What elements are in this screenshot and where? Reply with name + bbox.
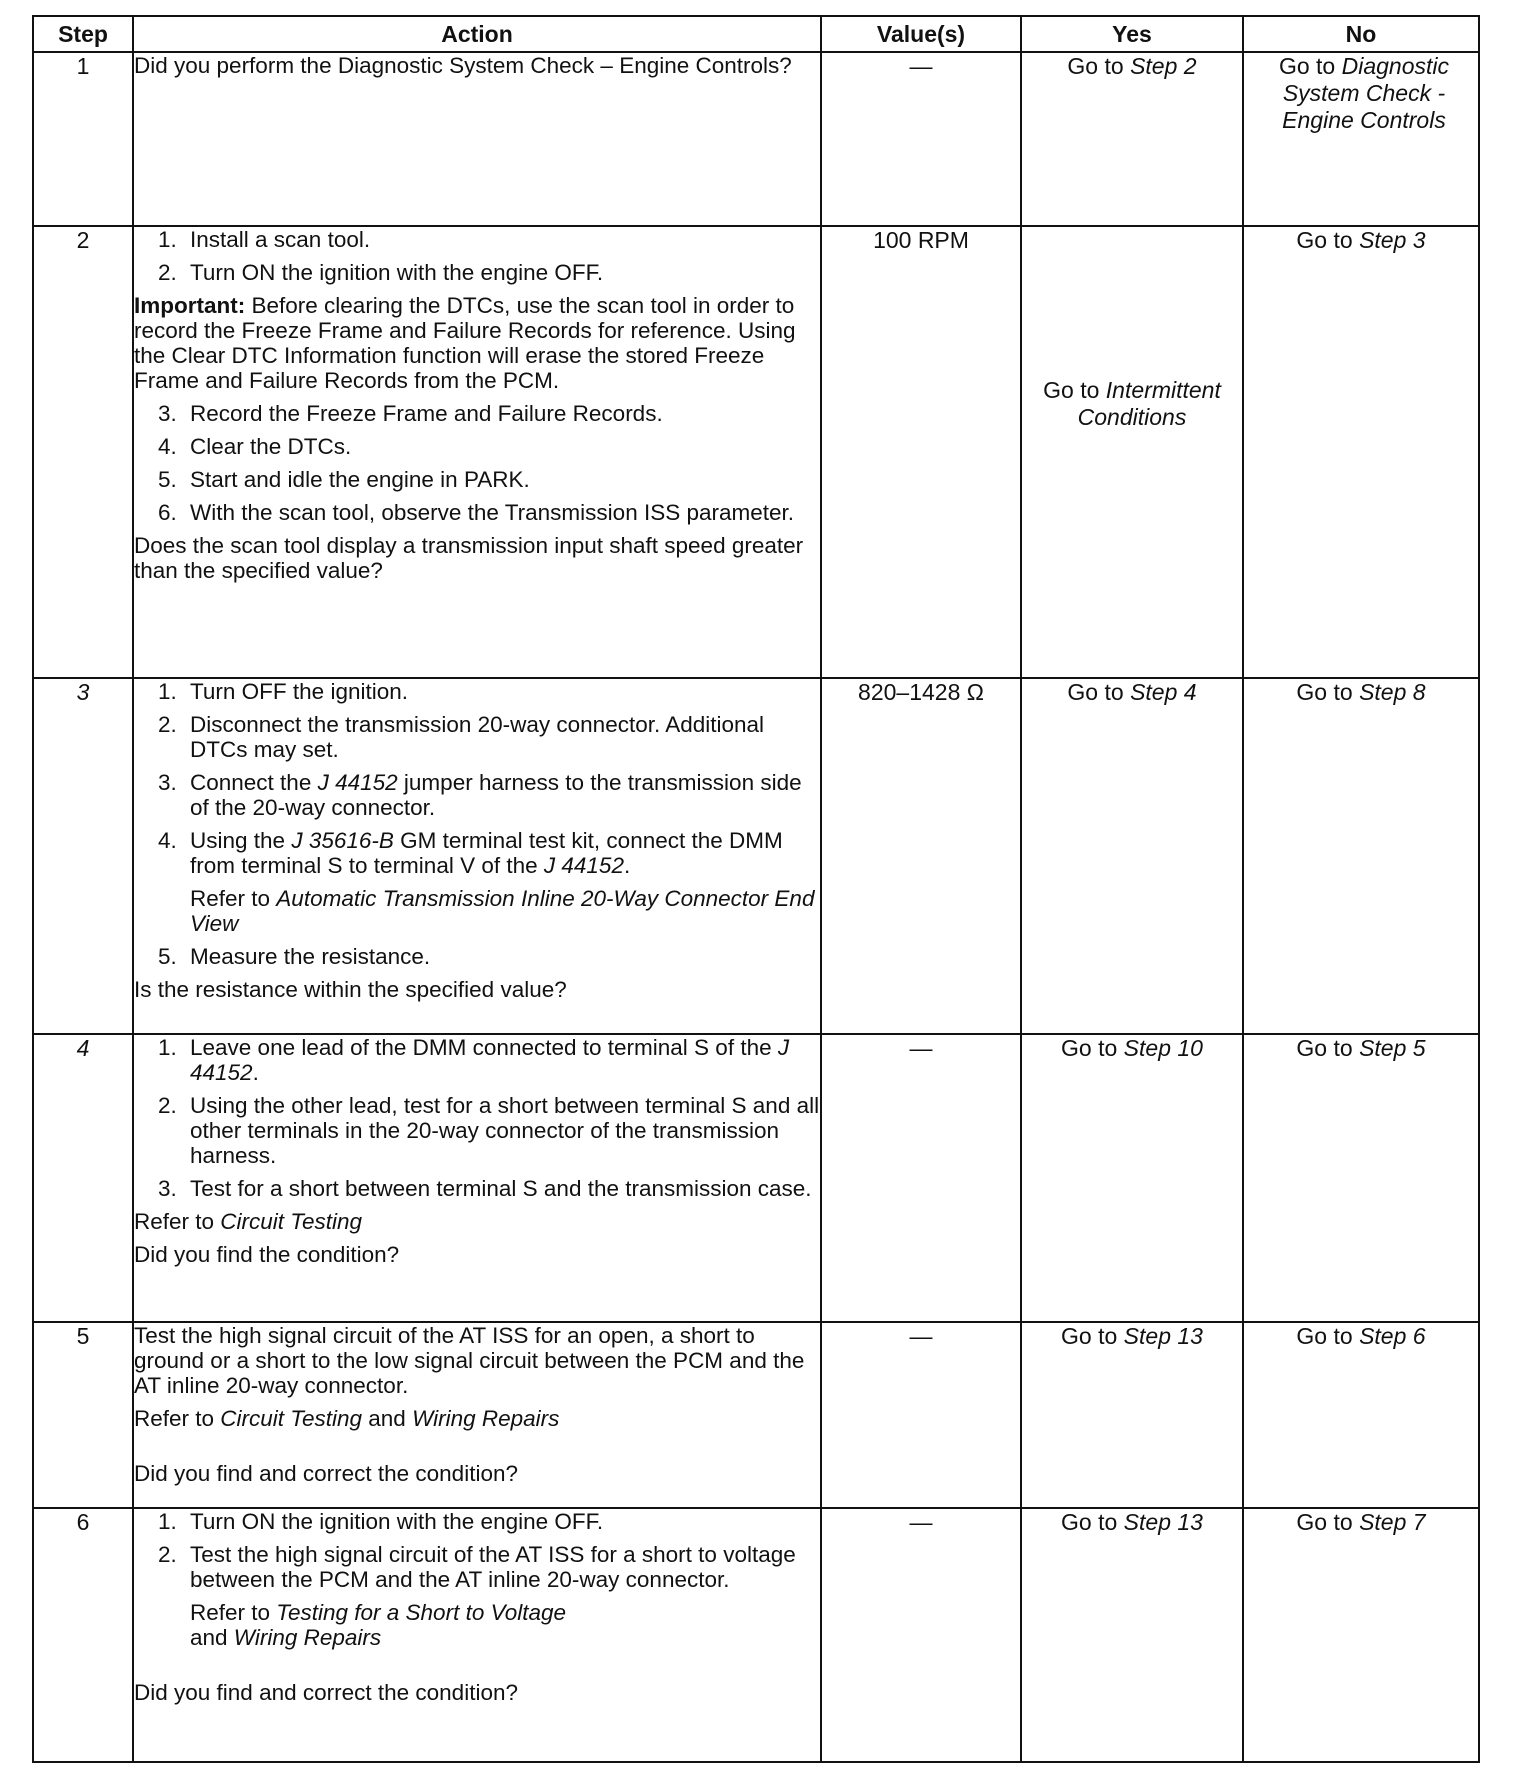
list-item: 2. Turn ON the ignition with the engine OFF. <box>158 260 604 285</box>
action-question: Is the resistance within the specified value? <box>134 977 567 1002</box>
important-note: Important: Before clearing the DTCs, use the scan tool in order to record the Freeze Frame and Failure Records for reference. Using the Clear DTC Information function will erase the stored Freeze Frame and Failure Records from the PCM. <box>134 293 796 393</box>
action-cell <box>133 678 821 1034</box>
yes-link[interactable]: Step 2 <box>1130 53 1197 79</box>
value-cell: 820–1428 Ω <box>821 678 1021 1034</box>
header-no: No <box>1243 16 1479 52</box>
reference-link[interactable]: Wiring Repairs <box>412 1406 560 1431</box>
reference-note: Refer to Testing for a Short to Voltage and Wiring Repairs <box>190 1600 567 1650</box>
no-cell: Go to Step 3 <box>1243 226 1479 678</box>
yes-link[interactable]: Step 13 <box>1123 1323 1203 1349</box>
step-number: 2 <box>33 226 133 678</box>
reference-link[interactable]: Wiring Repairs <box>233 1625 382 1650</box>
header-values: Value(s) <box>821 16 1021 52</box>
no-link[interactable]: Step 6 <box>1359 1323 1426 1349</box>
no-link[interactable]: Step 7 <box>1359 1509 1426 1535</box>
header-row <box>33 16 1479 52</box>
reference-note: Refer to Circuit Testing <box>134 1209 363 1234</box>
yes-cell: Go to Step 2 <box>1021 52 1243 226</box>
table-row <box>33 1508 1479 1762</box>
table-row <box>33 226 1479 678</box>
header-yes: Yes <box>1021 16 1243 52</box>
action-text: Test the high signal circuit of the AT ISS for an open, a short to ground or a short to the low signal circuit between the PCM and the AT inline 20-way connector. <box>134 1323 805 1398</box>
no-link[interactable]: Diagnostic System Check - Engine Controls <box>1282 53 1450 133</box>
no-cell: Go to Step 5 <box>1243 1034 1479 1322</box>
action-question: Did you perform the Diagnostic System Check – Engine Controls? <box>134 53 792 78</box>
list-item: 5. Start and idle the engine in PARK. <box>158 467 530 492</box>
list-item: 1. Turn OFF the ignition. <box>158 679 409 704</box>
reference-link[interactable]: Automatic Transmission Inline 20-Way Connector End View <box>190 886 815 936</box>
value-cell: 100 RPM <box>821 226 1021 678</box>
table-row <box>33 52 1479 226</box>
list-item: 2. Using the other lead, test for a short between terminal S and all other terminals in the 20-way connector of the transmission harness. <box>158 1093 820 1168</box>
list-item: 4. Clear the DTCs. <box>158 434 352 459</box>
no-cell: Go to Step 8 <box>1243 678 1479 1034</box>
list-item: 1. Install a scan tool. <box>158 227 371 252</box>
action-cell <box>133 1034 821 1322</box>
step-number: 6 <box>33 1508 133 1762</box>
list-item: 3. Connect the J 44152 jumper harness to the transmission side of the 20-way connector. <box>158 770 802 820</box>
yes-link[interactable]: Step 4 <box>1130 679 1197 705</box>
reference-link[interactable]: Circuit Testing <box>220 1406 363 1431</box>
no-cell: Go to Step 6 <box>1243 1322 1479 1508</box>
list-item: 4. Using the J 35616-B GM terminal test kit, connect the DMM from terminal S to terminal V of the J 44152. <box>158 828 783 878</box>
step-number: 4 <box>33 1034 133 1322</box>
list-item: 3. Record the Freeze Frame and Failure Records. <box>158 401 663 426</box>
list-item: 5. Measure the resistance. <box>158 944 431 969</box>
action-cell <box>133 1322 821 1508</box>
yes-cell: Go to Step 10 <box>1021 1034 1243 1322</box>
no-link[interactable]: Step 8 <box>1359 679 1426 705</box>
action-question: Does the scan tool display a transmission input shaft speed greater than the specified value? <box>134 533 804 583</box>
action-question: Did you find and correct the condition? <box>134 1680 518 1705</box>
step-number: 3 <box>33 678 133 1034</box>
header-step: Step <box>33 16 133 52</box>
header-action: Action <box>133 16 821 52</box>
value-cell: — <box>821 1508 1021 1762</box>
yes-link[interactable]: Step 10 <box>1123 1035 1203 1061</box>
yes-cell: Go to Step 13 <box>1021 1508 1243 1762</box>
reference-link[interactable]: Testing for a Short to Voltage <box>276 1600 567 1625</box>
no-cell: Go to Step 7 <box>1243 1508 1479 1762</box>
value-cell: — <box>821 1034 1021 1322</box>
table-row <box>33 678 1479 1034</box>
list-item: 3. Test for a short between terminal S and the transmission case. <box>158 1176 812 1201</box>
yes-cell: Go to Step 4 <box>1021 678 1243 1034</box>
reference-note: Refer to Automatic Transmission Inline 20-Way Connector End View <box>190 886 815 936</box>
value-cell: — <box>821 1322 1021 1508</box>
action-cell <box>133 226 821 678</box>
reference-note: Refer to Circuit Testing and Wiring Repairs <box>134 1406 560 1431</box>
diagnostic-table-sheet <box>32 15 1478 1763</box>
list-item: 2. Test the high signal circuit of the AT ISS for a short to voltage between the PCM and the AT inline 20-way connector. <box>158 1542 796 1592</box>
list-item: 1. Leave one lead of the DMM connected to terminal S of the J 44152. <box>158 1035 790 1085</box>
value-cell: — <box>821 52 1021 226</box>
yes-link[interactable]: Step 13 <box>1123 1509 1203 1535</box>
list-item: 1. Turn ON the ignition with the engine OFF. <box>158 1509 604 1534</box>
action-question: Did you find and correct the condition? <box>134 1461 518 1486</box>
reference-link[interactable]: Circuit Testing <box>220 1209 363 1234</box>
table-row <box>33 1034 1479 1322</box>
no-link[interactable]: Step 3 <box>1359 227 1426 253</box>
no-link[interactable]: Step 5 <box>1359 1035 1426 1061</box>
list-item: 6. With the scan tool, observe the Transmission ISS parameter. <box>158 500 795 525</box>
list-item: 2. Disconnect the transmission 20-way connector. Additional DTCs may set. <box>158 712 765 762</box>
yes-cell: Go to Step 13 <box>1021 1322 1243 1508</box>
step-number: 1 <box>33 52 133 226</box>
yes-link[interactable]: Intermittent Conditions <box>1077 377 1221 430</box>
table-row <box>33 1322 1479 1508</box>
yes-cell: Go to Intermittent Conditions <box>1021 226 1243 678</box>
no-cell: Go to Diagnostic System Check - Engine Controls <box>1243 52 1479 226</box>
diagnostic-table <box>32 15 1480 1763</box>
action-question: Did you find the condition? <box>134 1242 400 1267</box>
action-cell <box>133 52 821 226</box>
step-number: 5 <box>33 1322 133 1508</box>
action-cell <box>133 1508 821 1762</box>
